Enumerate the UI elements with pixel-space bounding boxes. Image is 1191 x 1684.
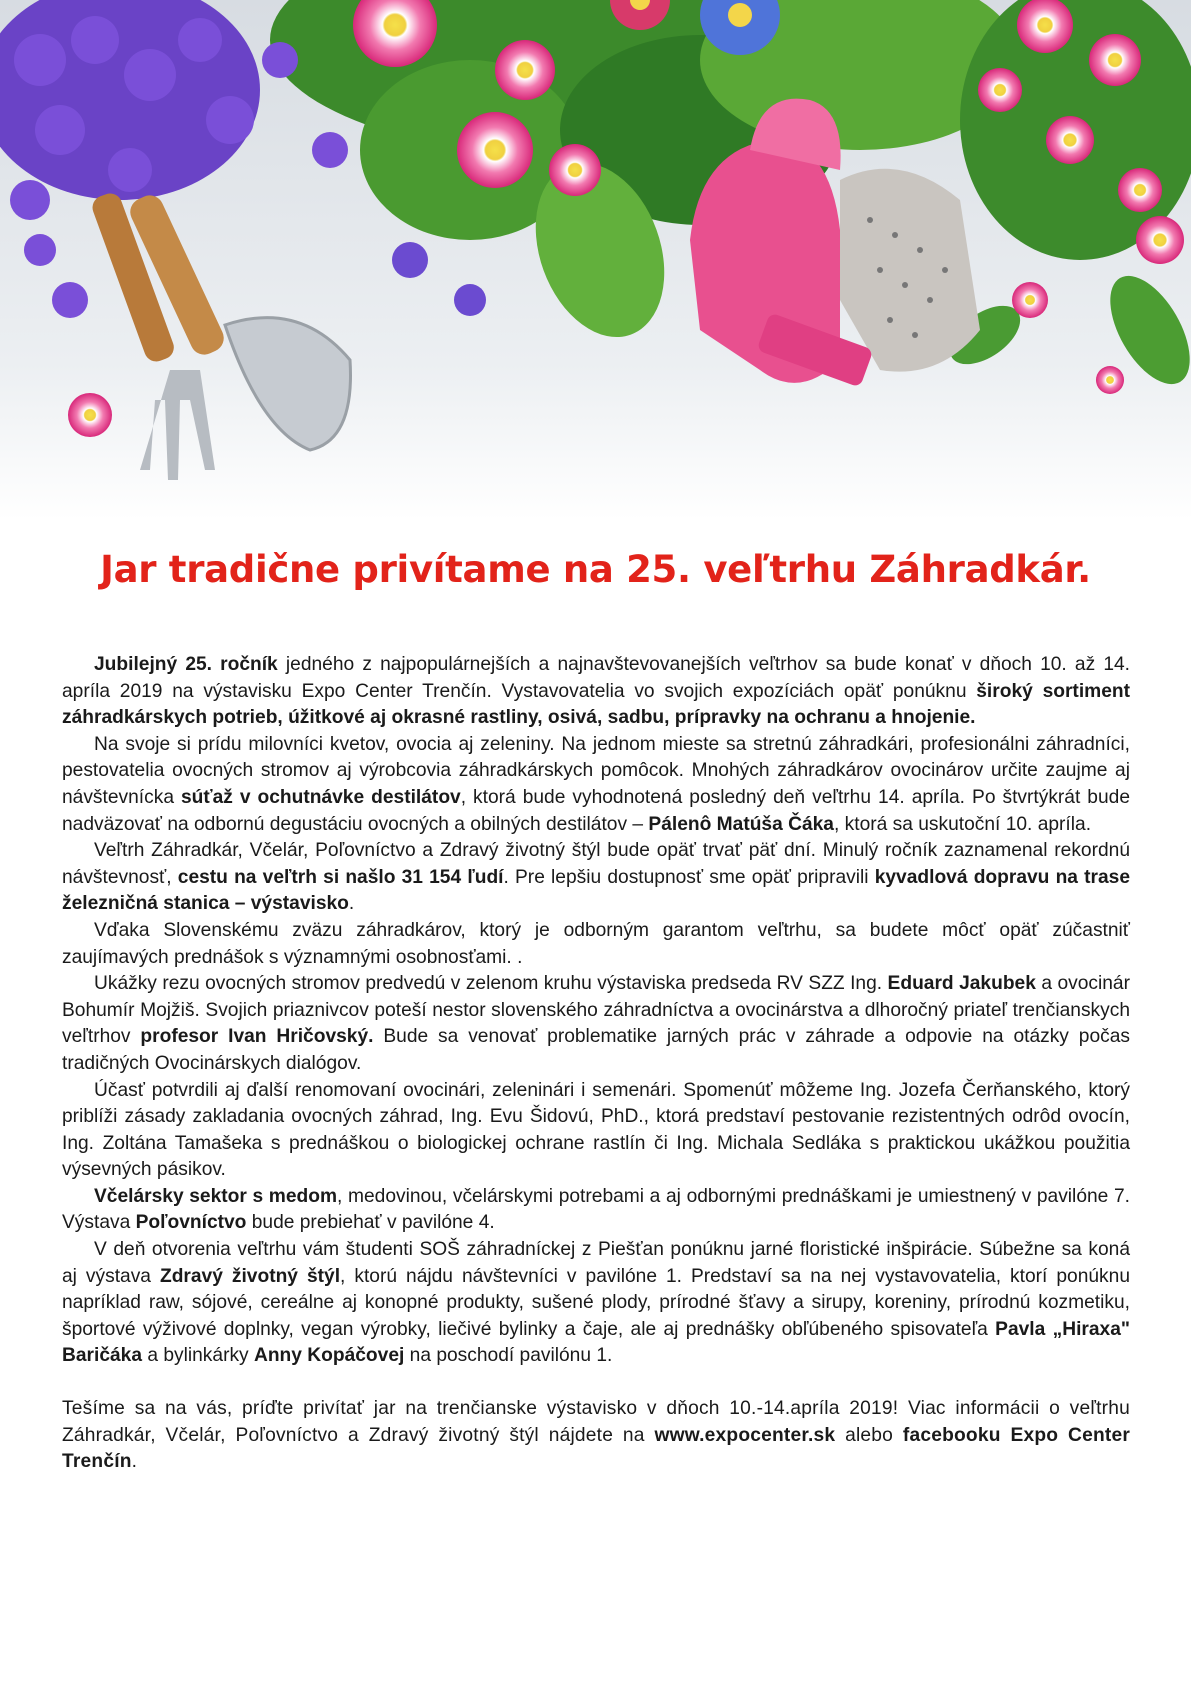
article-paragraph	[62, 1237, 1130, 1370]
garden-flowers-illustration	[0, 0, 1191, 520]
bold-text: široký sortiment záhradkárskych potrieb, úžitkové aj okrasné rastliny, osivá, sadbu, prípravky na ochranu a hnojenie.	[62, 680, 1130, 729]
text: .	[348, 893, 355, 915]
text: Bude sa venovať problematike jarných prác v záhrade a odpovie na otázky počas tradičných Ovocinárskych dialógov.	[62, 1026, 1130, 1074]
text: bude prebiehať v pavilóne 4.	[246, 1212, 495, 1234]
bold-text: Jubilejný 25. ročník	[94, 654, 278, 675]
closing-paragraph	[62, 1396, 1130, 1476]
bold-text: www.expocenter.sk	[654, 1424, 836, 1446]
bold-text: Včelársky sektor s medom	[94, 1185, 338, 1207]
bold-text: Anny Kopáčovej	[253, 1345, 405, 1367]
headline: Jar tradične privítame na 25. veľtrhu Záhradkár.	[100, 548, 1091, 591]
text: , ktorú nájdu návštevníci v pavilóne 1. Predstaví sa na nej vystavovatelia, ktorí ponúknu napríklad raw, sójové, cereálne aj konopné produkty, sušené plody, prírodné šťavy a sirupy, koreniny, prírodnú kozmetiku, športové výživové doplnky, vegan výrobky, liečivé bylinky a čaje, ale aj prednášky obľúbeného spisovateľa	[62, 1265, 1130, 1340]
bold-text: súťaž v ochutnávke destilátov	[181, 786, 461, 808]
article-body	[62, 652, 1130, 1476]
article-paragraph	[62, 1184, 1130, 1237]
article-paragraph	[62, 918, 1130, 971]
hero-photo	[0, 0, 1191, 520]
text: Na svoje si prídu milovníci kvetov, ovocia aj zeleniny. Na jednom mieste sa stretnú záhradkári, profesionálni záhradníci, pestovatelia ovocných stromov aj výrobcovia záhradkárskych pomôcok. Mnohých záhradkárov ovocinárov určite zaujme aj návštevnícka	[62, 733, 1130, 808]
text: Vďaka Slovenskému zväzu záhradkárov, ktorý je odborným garantom veľtrhu, sa budete môcť opäť zúčastniť zaujímavých prednášok s významnými osobnosťami. .	[62, 919, 1130, 968]
text: alebo	[835, 1424, 903, 1446]
text: Tešíme sa na vás, príďte privítať jar na trenčianske výstavisko v dňoch 10.-14.apríla 2019! Viac informácii o veľtrhu Záhradkár, Včelár, Poľovníctvo a Zdravý životný štýl nájdete na	[62, 1398, 1130, 1446]
article-paragraph	[62, 1078, 1130, 1184]
bold-text: Pavla „Hiraxa" Baričáka	[62, 1318, 1130, 1367]
bold-text: facebooku Expo Center Trenčín	[62, 1424, 1130, 1473]
text: jedného z najpopulárnejších a najnavštevovanejších veľtrhov sa bude konať v dňoch 10. až 14. apríla 2019 na výstavisku Expo Center Trenčín. Vystavovatelia vo svojich expozíciách opäť ponúknu	[62, 654, 1130, 702]
text: .	[131, 1451, 138, 1473]
bold-text: Poľovníctvo	[135, 1212, 247, 1234]
text: Ukážky rezu ovocných stromov predvedú v zelenom kruhu výstaviska predseda RV SZZ Ing.	[94, 973, 888, 995]
text: Účasť potvrdili aj ďalší renomovaní ovocinári, zeleninári i semenári. Spomenúť môžeme Ing. Jozefa Čerňanského, ktorý priblíži zásady zakladania ovocných záhrad, Ing. Evu Šidovú, PhD., ktorá predstaví pestovanie rezistentných odrôd ovocín, Ing. Zoltána Tamašeka s prednáškou o biologickej ochrane rastlín či Ing. Michala Sedláka s praktickou ukážkou použitia výsevných pásikov.	[62, 1079, 1130, 1181]
text: Veľtrh Záhradkár, Včelár, Poľovníctvo a Zdravý životný štýl bude opäť trvať päť dní. Minulý ročník zaznamenal rekordnú návštevnosť,	[62, 840, 1130, 888]
article-paragraph	[62, 732, 1130, 838]
text: , medovinou, včelárskymi potrebami a aj odbornými prednáškami je umiestnený v pavilóne 7. Výstava	[62, 1185, 1130, 1234]
bold-text: Eduard Jakubek	[887, 973, 1036, 995]
article-paragraph	[62, 838, 1130, 918]
bold-text: Zdravý životný štýl	[159, 1265, 341, 1287]
text: , ktorá bude vyhodnotená posledný deň veľtrhu 14. apríla. Po štvrtýkrát bude nadväzovať na odbornú degustáciu ovocných a obilných destilátov –	[62, 786, 1130, 835]
text: a bylinkárky	[142, 1345, 254, 1367]
text: a ovocinár Bohumír Mojžiš. Svojich priaznivcov poteší nestor slovenského záhradníctva a ovocinárstva a dlhoročný priateľ trenčianskych veľtrhov	[62, 973, 1130, 1048]
text: V deň otvorenia veľtrhu vám študenti SOŠ záhradníckej z Piešťan ponúknu jarné floristické inšpirácie. Súbežne sa koná aj výstava	[62, 1239, 1130, 1287]
bold-text: kyvadlová dopravu na trase železničná stanica – výstavisko	[62, 866, 1131, 915]
article-paragraph	[62, 971, 1130, 1077]
text: na poschodí pavilónu 1.	[404, 1345, 613, 1367]
text: . Pre lepšiu dostupnosť sme opäť pripravili	[503, 866, 875, 888]
text: , ktorá sa uskutoční 10. apríla.	[833, 813, 1092, 835]
bold-text: Pálenô Matúša Čáka	[648, 813, 834, 835]
bold-text: profesor Ivan Hričovský.	[140, 1026, 374, 1048]
bold-text: cestu na veľtrh si našlo 31 154 ľudí	[177, 866, 504, 888]
article-paragraph	[62, 652, 1130, 732]
